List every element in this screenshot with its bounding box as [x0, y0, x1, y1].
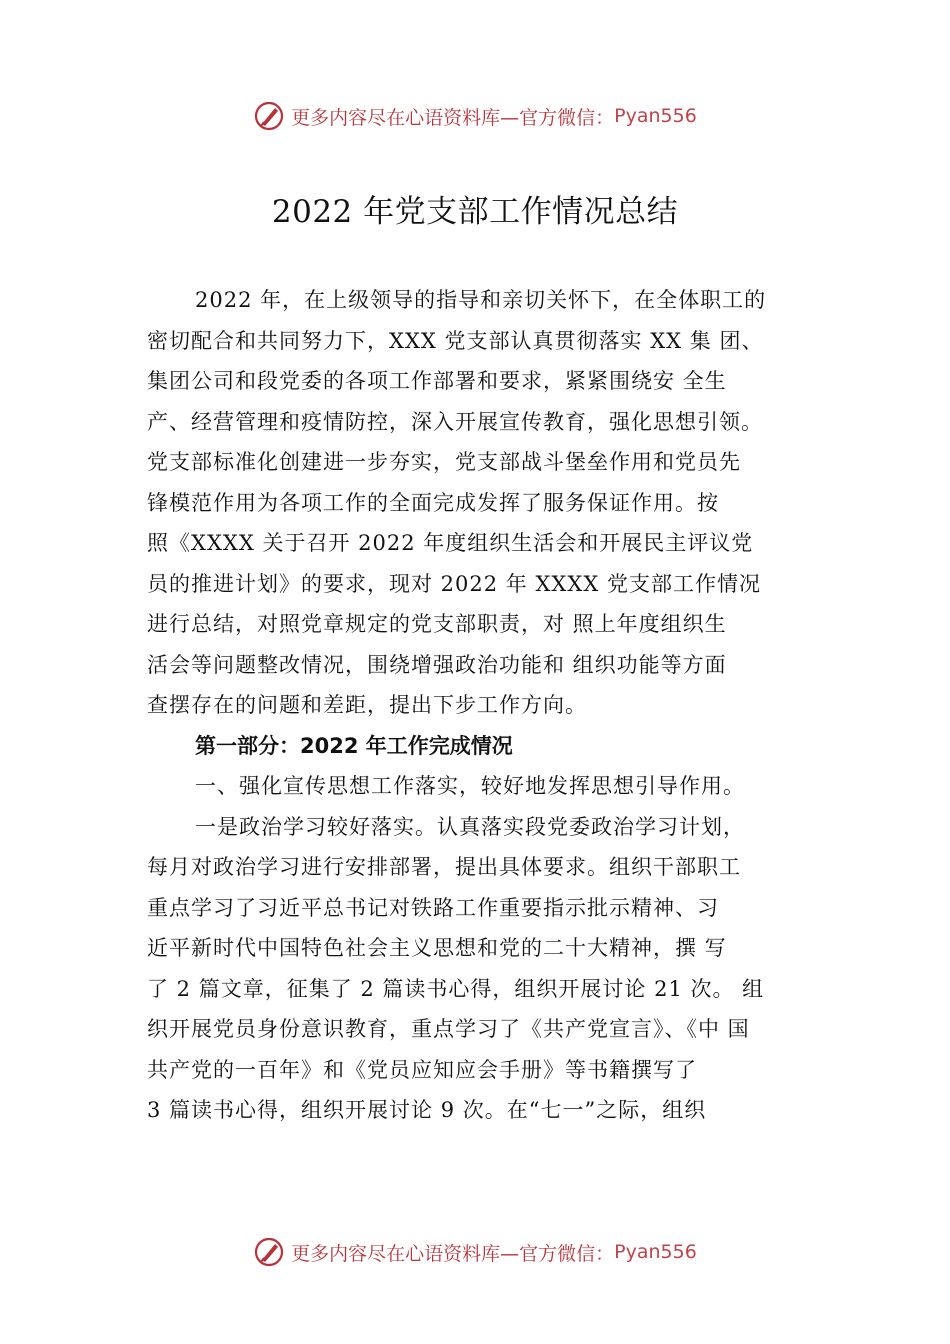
body-line: 3 篇读书心得，组织开展讨论 9 次。在“七一”之际，组织	[147, 1098, 707, 1122]
body-line: 产、经营管理和疫情防控，深入开展宣传教育，强化思想引领。	[147, 409, 763, 434]
body-line: 近平新时代中国特色社会主义思想和党的二十大精神，撰 写	[147, 936, 727, 960]
body-line: 密切配合和共同努力下，XXX 党支部认真贯彻落实 XX 集 团、	[147, 328, 764, 353]
watermark-brand-text: 更多内容尽在心语资料库—官方微信：	[291, 106, 615, 129]
body-line: 党支部标准化创建进一步夯实，党支部战斗堡垒作用和党员先	[147, 450, 741, 474]
section-heading: 第一部分：2022 年工作完成情况	[195, 733, 513, 758]
watermark-wechat-id: Pyan556	[614, 105, 697, 127]
body-line: 活会等问题整改情况，围绕增强政治功能和 组织功能等方面	[147, 652, 727, 677]
body-line: 锋模范作用为各项工作的全面完成发挥了服务保证作用。按	[147, 490, 719, 515]
body-line: 一是政治学习较好落实。认真落实段党委政治学习计划，	[195, 814, 745, 839]
body-line: 共产党的一百年》和《党员应知应会手册》等书籍撰写了	[147, 1057, 697, 1082]
quill-pen-in-circle-icon	[253, 1236, 285, 1268]
body-line: 重点学习了习近平总书记对铁路工作重要指示批示精神、习	[147, 895, 719, 920]
body-line: 每月对政治学习进行安排部署，提出具体要求。组织干部职工	[147, 855, 741, 879]
body-line: 照《XXXX 关于召开 2022 年度组织生活会和开展民主评议党	[147, 531, 754, 555]
watermark-brand-text: 更多内容尽在心语资料库—官方微信：	[291, 1242, 615, 1265]
document-body	[147, 280, 847, 1131]
subsection-heading: 一、强化宣传思想工作落实，较好地发挥思想引导作用。	[195, 774, 745, 798]
body-line: 员的推进计划》的要求，现对 2022 年 XXXX 党支部工作情况	[147, 571, 761, 596]
body-line: 了 2 篇文章，征集了 2 篇读书心得，组织开展讨论 21 次。 组	[147, 976, 765, 1001]
body-line: 2022 年，在上级领导的指导和亲切关怀下，在全体职工的	[195, 288, 767, 312]
body-line: 进行总结，对照党章规定的党支部职责，对 照上年度组织生	[147, 612, 727, 636]
body-line: 查摆存在的问题和差距，提出下步工作方向。	[147, 693, 587, 717]
body-line: 集团公司和段党委的各项工作部署和要求，紧紧围绕安 全生	[147, 369, 727, 393]
watermark-banner-bottom	[0, 1232, 950, 1272]
watermark-banner-top	[0, 96, 950, 136]
quill-pen-in-circle-icon	[253, 100, 285, 132]
watermark-wechat-id: Pyan556	[614, 1241, 697, 1263]
document-title: 2022 年党支部工作情况总结	[271, 194, 679, 230]
body-line: 织开展党员身份意识教育，重点学习了《共产党宣言》、《中 国	[147, 1017, 750, 1041]
